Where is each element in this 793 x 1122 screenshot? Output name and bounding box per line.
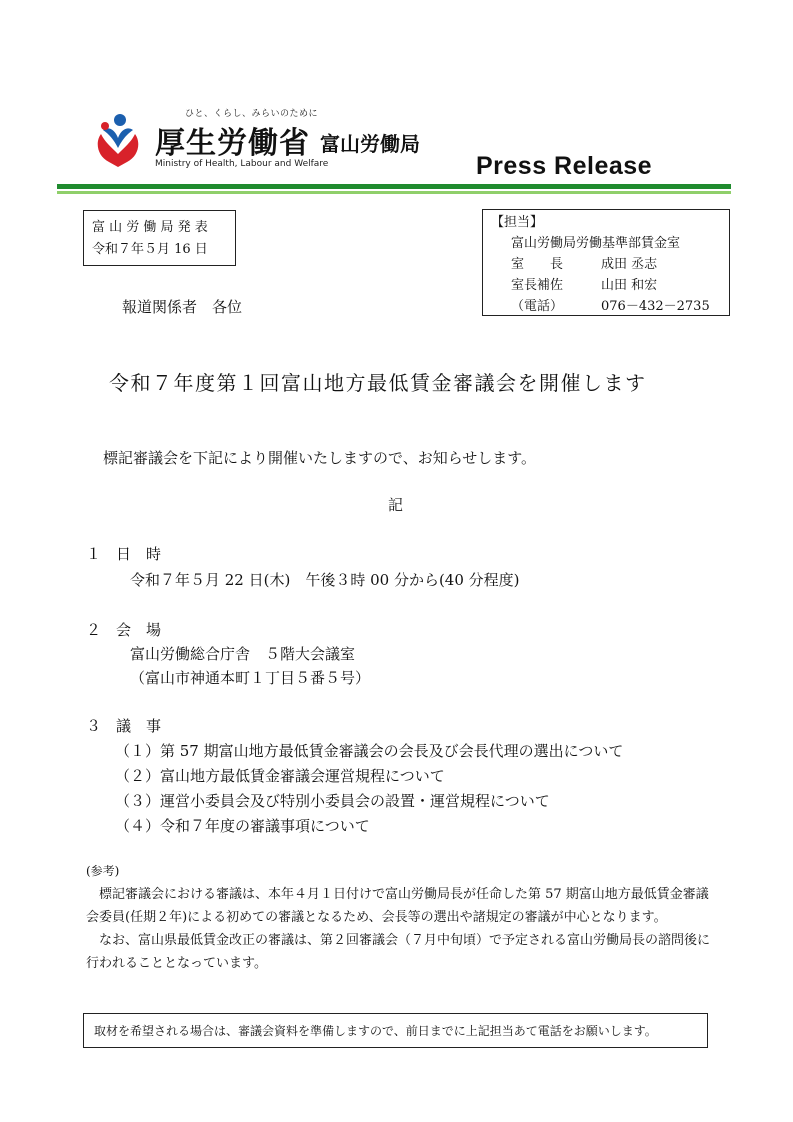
press-note-box: 取材を希望される場合は、審議会資料を準備しますので、前日までに上記担当あて電話をお願いします。: [83, 1013, 708, 1048]
addressee: 報道関係者 各位: [122, 298, 243, 316]
section-datetime-value: 令和７年５月 22 日(木) 午後３時 00 分から(40 分程度): [130, 571, 520, 589]
section-venue-name: 富山労働総合庁舎 ５階大会議室: [130, 645, 356, 663]
contact-office: 富山労働局労働基準部賃金室: [511, 236, 681, 251]
press-release-label: Press Release: [476, 152, 653, 180]
ministry-logo: [93, 106, 473, 172]
agenda-item: （１）第 57 期富山地方最低賃金審議会の会長及び会長代理の選出について: [115, 742, 624, 760]
section-venue-address: （富山市神通本町１丁目５番５号）: [130, 669, 371, 687]
reference-paragraph: 標記審議会における審議は、本年４月１日付けで富山労働局長が任命した第 57 期富山地方最低賃金審議会委員(任期２年)による初めての審議となるため、会長等の選出や諸規定の審議が中心となります。: [86, 887, 709, 925]
ministry-name: 厚生労働省: [155, 126, 310, 161]
section-datetime-heading: １ 日 時: [86, 545, 162, 563]
reference-paragraph: なお、富山県最低賃金改正の審議は、第２回審議会（７月中旬頃）で予定される富山労働局長の諮問後に行われることとなっています。: [86, 933, 711, 971]
reference-label: (参考): [86, 864, 120, 878]
page-title: 令和７年度第１回富山地方最低賃金審議会を開催します: [109, 371, 647, 395]
section-agenda-heading: ３ 議 事: [86, 717, 162, 735]
issuer-box: [83, 210, 236, 266]
contact-name: 山田 和宏: [601, 278, 658, 293]
tagline: ひと、くらし、みらいのために: [185, 109, 319, 119]
header-rule-dark: [57, 184, 731, 189]
ki-marker: 記: [388, 496, 404, 514]
contact-role: 室長補佐: [511, 278, 564, 293]
ministry-name-en: Ministry of Health, Labour and Welfare: [155, 159, 329, 169]
agenda-item: （３）運営小委員会及び特別小委員会の設置・運営規程について: [115, 792, 550, 810]
issuer-line: 富 山 労 働 局 発 表: [92, 220, 208, 235]
contact-phone-label: （電話）: [511, 299, 564, 314]
ministry-logo-icon: [93, 112, 143, 168]
reference-paragraphs: [86, 883, 711, 975]
contact-row: [491, 254, 721, 275]
header-rule-light: [57, 191, 731, 194]
section-venue-heading: ２ 会 場: [86, 621, 162, 639]
contact-role: 室 長: [511, 257, 564, 272]
contact-phone-row: [491, 296, 721, 317]
agenda-item: （２）富山地方最低賃金審議会運営規程について: [115, 767, 445, 785]
contact-phone: 076－432－2735: [601, 299, 710, 314]
contact-name: 成田 丞志: [601, 257, 658, 272]
contact-row: [491, 275, 721, 296]
contact-heading: 【担当】: [491, 215, 544, 230]
contact-box: [482, 209, 730, 316]
intro-text: 標記審議会を下記により開催いたしますので、お知らせします。: [103, 449, 537, 467]
bureau-name: 富山労働局: [320, 132, 420, 156]
issue-date: 令和７年５月 16 日: [92, 242, 208, 257]
agenda-item: （４）令和７年度の審議事項について: [115, 817, 370, 835]
